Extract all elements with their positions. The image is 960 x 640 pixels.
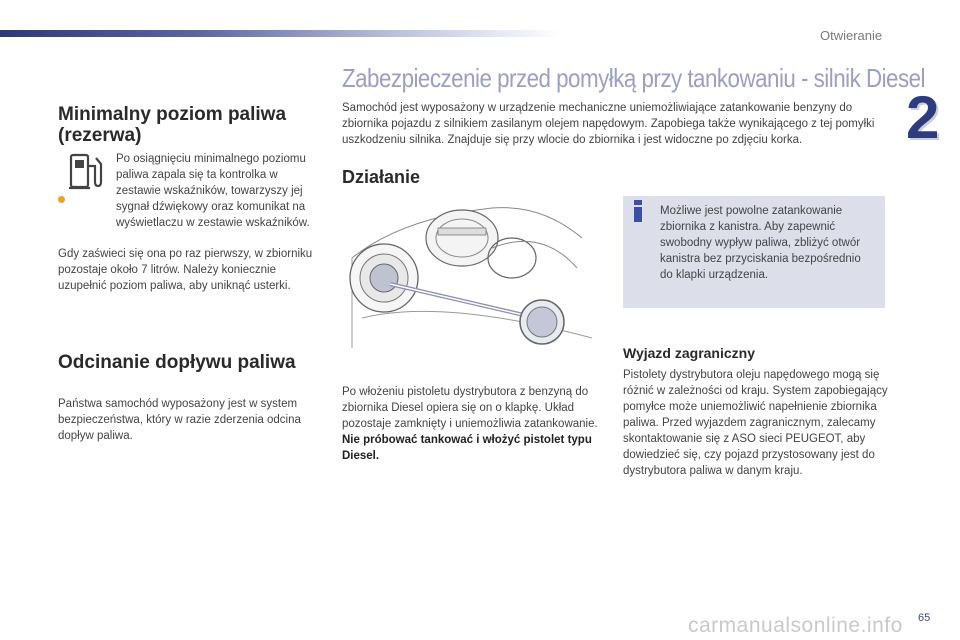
intro-text: Samochód jest wyposażony w urządzenie mechaniczne uniemożliwiające zatankowanie benzyny do zbiornika pojazdu z silnikiem zasilanym olejem napędowym. Zapobiega także wynikającego z tej pomyłki uszkodzeniu silnika. Znajduje się przy wlocie do zbiornika i jest widoczne po zdjęciu korka. bbox=[342, 102, 875, 146]
fuel-cutoff-heading: Odcinanie dopływu paliwa bbox=[58, 352, 296, 373]
operation-text: Po włożeniu pistoletu dystrybutora z benzyną do zbiornika Diesel opiera się on o klapkę. Układ pozostaje zamknięty i uniemożliwia zatankowanie. Nie próbować tankować i włożyć pistolet typu Diesel. bbox=[342, 386, 598, 462]
abroad-heading: Wyjazd zagraniczny bbox=[623, 345, 756, 361]
fuel-reserve-text-2: Gdy zaświeci się ona po raz pierwszy, w zbiorniku pozostaje około 7 litrów. Należy koniecznie uzupełnić poziom paliwa, aby uniknąć usterki. bbox=[58, 248, 313, 292]
warning-dot-icon bbox=[58, 196, 65, 203]
fuel-pump-icon bbox=[68, 152, 104, 192]
fuel-reserve-text: Po osiągnięciu minimalnego poziomu paliwa zapala się ta kontrolka w zestawie wskaźników, towarzyszy jej sygnał dźwiękowy oraz komunikat na wyświetlaczu w zestawie wskaźników. bbox=[116, 153, 310, 229]
abroad-text: Pistolety dystrybutora oleju napędowego mogą się różnić w zależności od kraju. System zapobiegający pomyłce może uniemożliwić napełnienie zbiornika paliwa. Przed wyjazdem zagranicznym, zalecamy skontaktowanie się z ASO sieci PEUGEOT, aby dowiedzieć się, czy pojazd przystosowany jest do dystrybutora paliwa w danym kraju. bbox=[623, 369, 888, 477]
section-title: Otwieranie bbox=[820, 28, 883, 43]
operation-heading: Działanie bbox=[342, 167, 421, 187]
fuel-filler-illustration bbox=[342, 198, 604, 350]
page-title: Zabezpieczenie przed pomyłką przy tankowaniu - silnik Diesel bbox=[342, 63, 925, 93]
watermark: carmanualsonline.info bbox=[688, 614, 903, 637]
operation-warning: Nie próbować tankować i włożyć pistolet typu Diesel. bbox=[342, 434, 592, 462]
chapter-number: 2 bbox=[906, 84, 940, 151]
fuel-cutoff-text: Państwa samochód wyposażony jest w system bezpieczeństwa, który w razie zderzenia odcina dopływ paliwa. bbox=[58, 398, 301, 442]
page-number: 65 bbox=[918, 612, 931, 624]
info-icon bbox=[631, 200, 645, 222]
fuel-reserve-heading: Minimalny poziom paliwa (rezerwa) bbox=[58, 104, 287, 146]
header-gradient-bar bbox=[0, 30, 560, 37]
info-text: Możliwe jest powolne zatankowanie zbiornika z kanistra. Aby zapewnić swobodny wypływ paliwa, zbliżyć otwór kanistra bez przyciskania bezpośrednio do klapki urządzenia. bbox=[660, 205, 861, 281]
